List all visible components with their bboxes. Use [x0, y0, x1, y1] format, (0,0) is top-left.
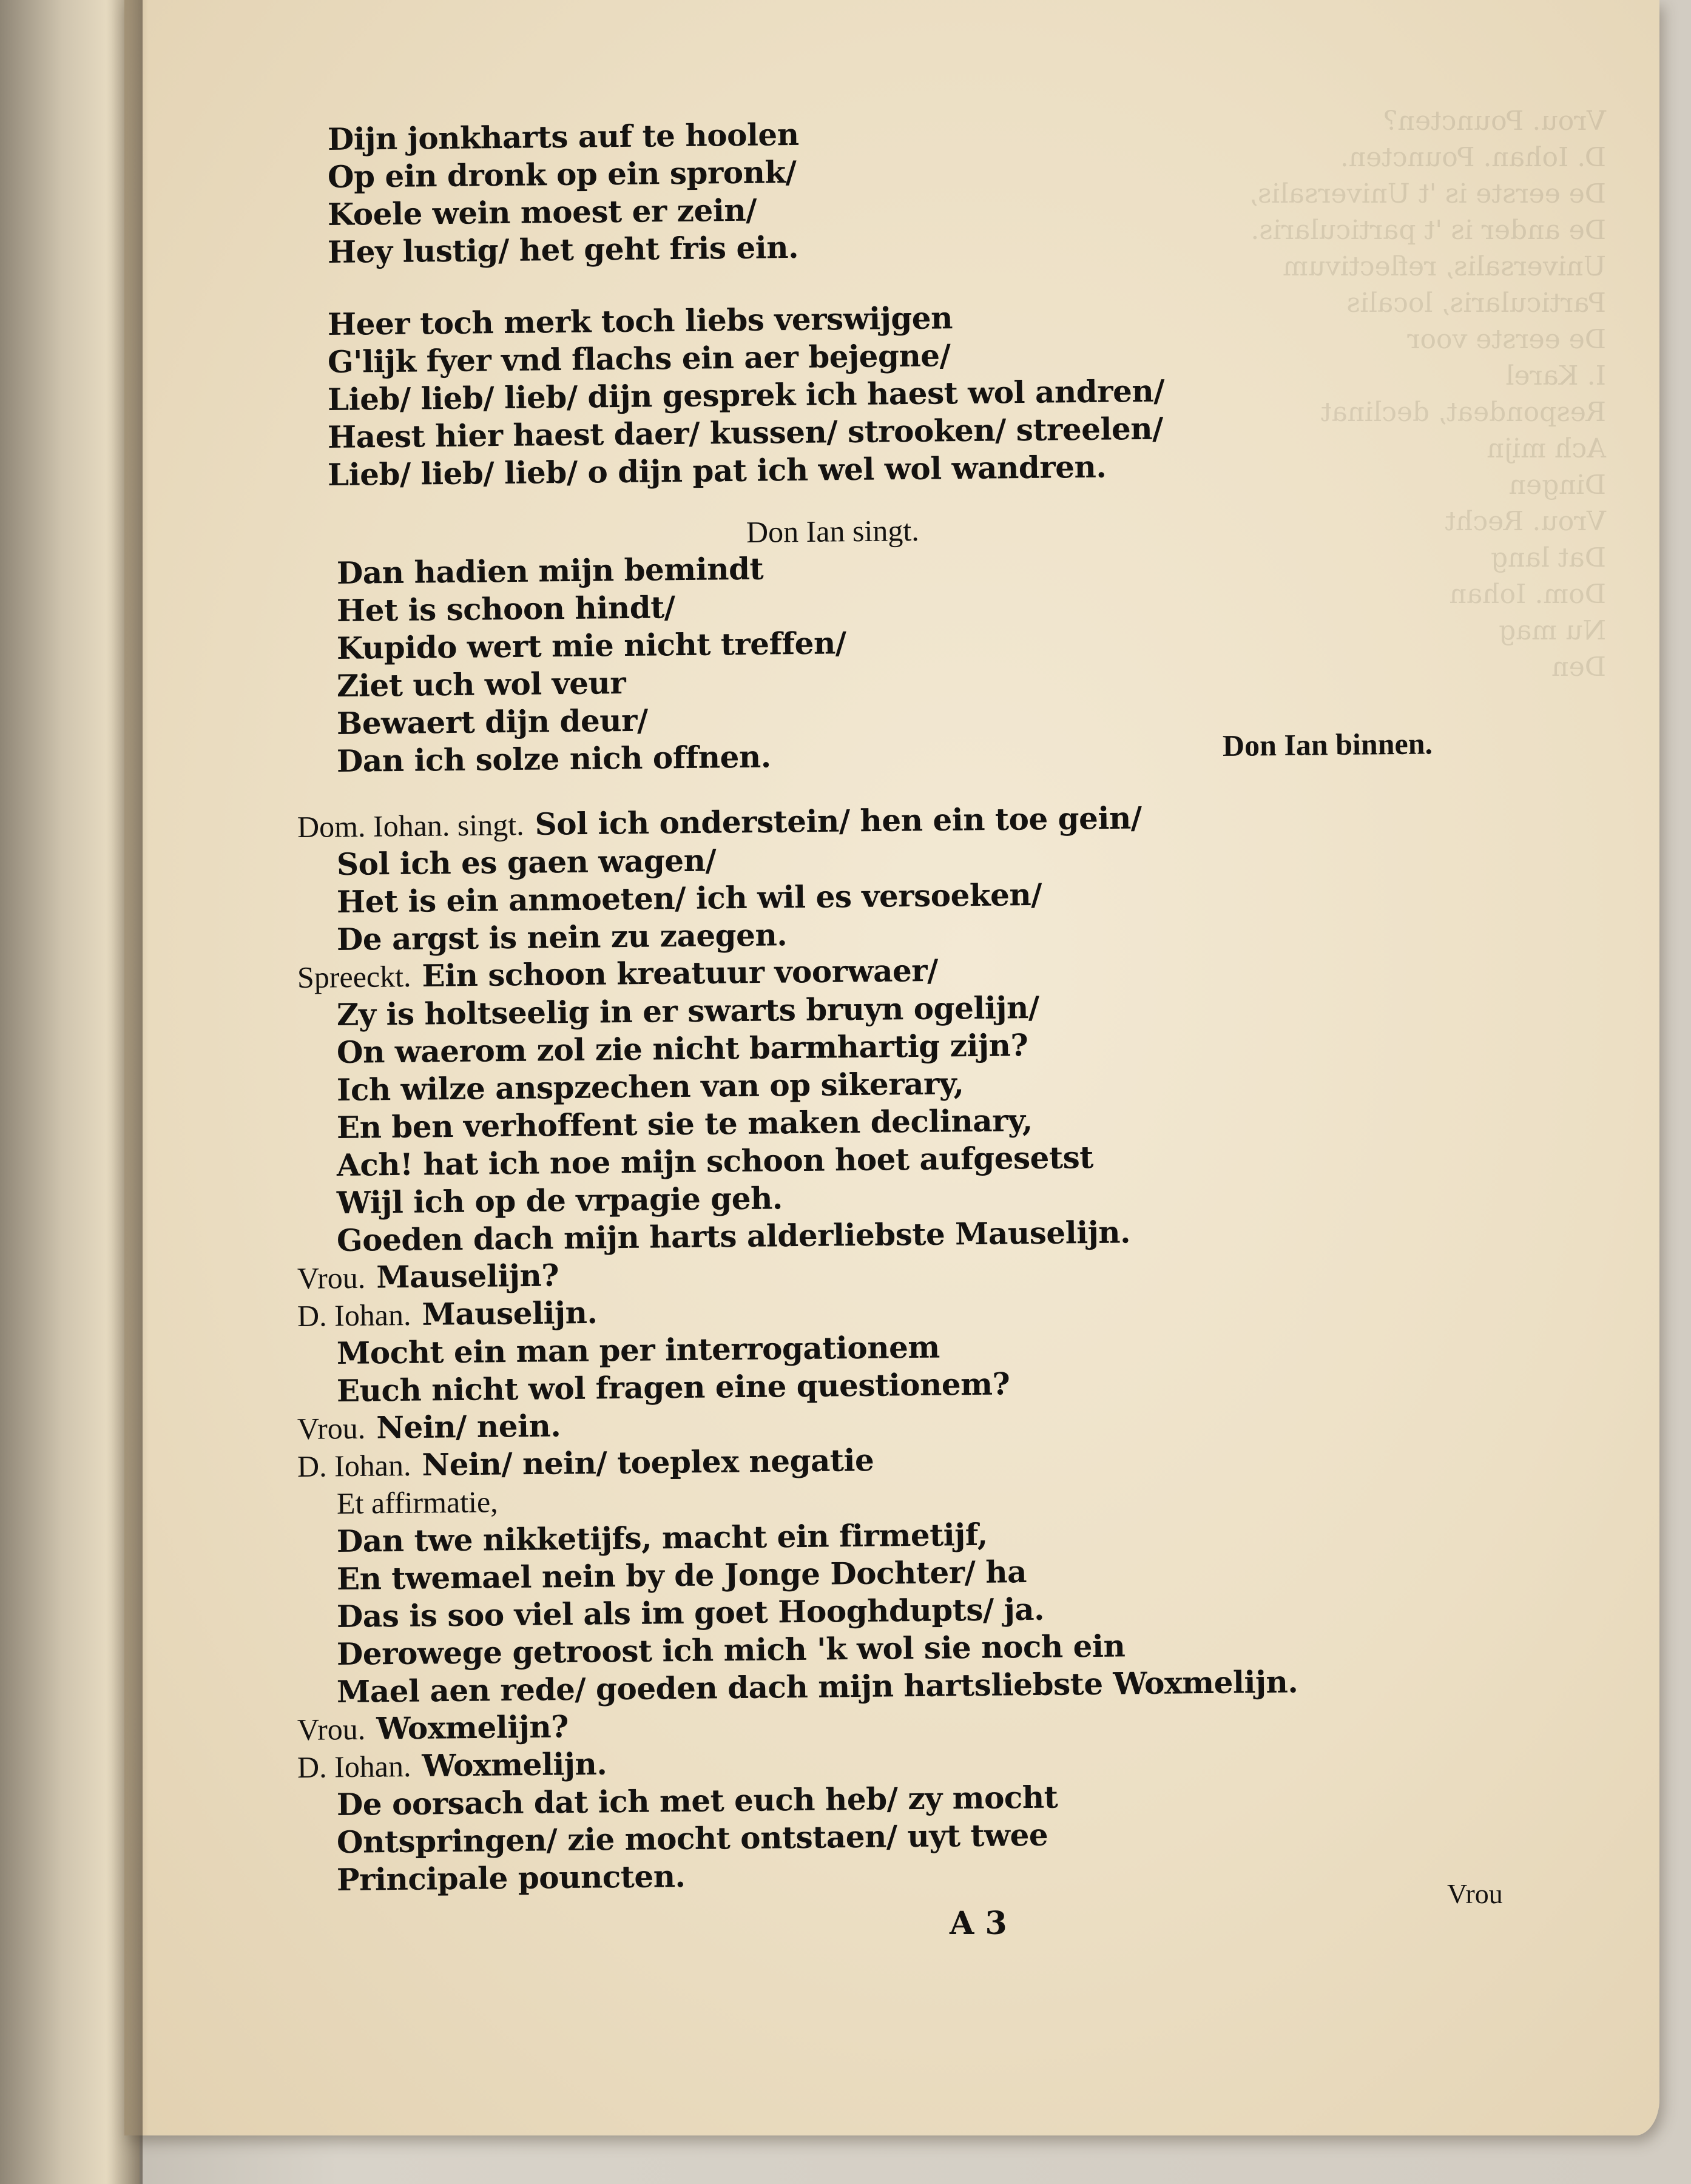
- verse-line: Hey lustig/ het geht fris ein.: [327, 229, 799, 270]
- speaker-label: Dom. Iohan. singt.: [297, 807, 524, 844]
- verse-line: Ach! hat ich noe mijn schoon hoet aufgesetst: [336, 1139, 1094, 1183]
- verse-line: Vrou. Nein/ nein.: [297, 1407, 561, 1446]
- speaker-label: Spreeckt.: [297, 959, 411, 994]
- verse-line: Spreeckt. Ein schoon kreatuur voorwaer/: [297, 952, 939, 994]
- verse-line: G'lijk fyer vnd flachs ein aer bejegne/: [327, 337, 951, 380]
- show-through-text: Vrou. Pouncten? D. Iohan. Pouncten. De eerste is 't Universalis, De ander is 't particularis. Universalis, reflectivum Particularis, localis De eerste voor I. Karel Respondeat, declinat Ach mijn Dingen Vrou. Recht Dat lang Dom. Iohan Nu mag Den: [1249, 106, 1606, 682]
- verse-line: Het is ein anmoeten/ ich wil es versoeken/: [336, 876, 1042, 920]
- verse-line: Das is soo viel als im goet Hooghdupts/ ja.: [336, 1591, 1045, 1634]
- verse-line: En twemael nein by de Jonge Dochter/ ha: [336, 1554, 1027, 1597]
- verse-line: En ben verhoffent sie te maken declinary,: [336, 1102, 1033, 1145]
- verse-line: Vrou. Woxmelijn?: [297, 1708, 569, 1747]
- verse-line: Lieb/ lieb/ lieb/ dijn gesprek ich haest wol andren/: [327, 372, 1165, 417]
- verse-line: Mocht ein man per interrogationem: [336, 1329, 940, 1371]
- stage-direction: Don Ian singt.: [746, 513, 919, 549]
- verse-line: Vrou. Mauselijn?: [297, 1257, 559, 1295]
- verse-line: Ontspringen/ zie mocht ontstaen/ uyt twee: [336, 1816, 1048, 1860]
- verse-line: Dijn jonkharts auf te hoolen: [327, 116, 799, 157]
- verse-line: De oorsach dat ich met euch heb/ zy mocht: [336, 1779, 1058, 1822]
- verse-line: Dan twe nikketijfs, macht ein firmetijf,: [336, 1516, 988, 1559]
- speaker-label: Vrou.: [297, 1711, 366, 1747]
- verse-line: Ich wilze anspzechen van op sikerary,: [336, 1065, 964, 1108]
- verse-line: Op ein dronk op ein spronk/: [327, 153, 797, 195]
- speaker-label: Vrou.: [297, 1410, 366, 1446]
- verse-line: De argst is nein zu zaegen.: [336, 917, 788, 957]
- verse-line: Mael aen rede/ goeden dach mijn hartsliebste Woxmelijn.: [336, 1663, 1298, 1710]
- speaker-label: D. Iohan.: [297, 1298, 411, 1333]
- verse-line: Dan hadien mijn bemindt: [336, 550, 764, 591]
- verse-line: Bewaert dijn deur/: [336, 702, 648, 741]
- verse-line: Lieb/ lieb/ lieb/ o dijn pat ich wel wol wandren.: [327, 448, 1107, 493]
- verse-line: D. Iohan. Nein/ nein/ toeplex negatie: [297, 1442, 874, 1483]
- verse-line: Et affirmatie,: [336, 1485, 498, 1520]
- verse-line: Principale pouncten.: [336, 1858, 686, 1898]
- catchword: Vrou: [1447, 1878, 1503, 1909]
- verse-line: Euch nicht wol fragen eine questionem?: [336, 1366, 1010, 1409]
- verse-line: On waerom zol zie nicht barmhartig zijn?: [336, 1027, 1028, 1070]
- verse-line: Kupido wert mie nicht treffen/: [336, 625, 846, 666]
- verse-line: Heer toch merk toch liebs verswijgen: [327, 300, 953, 342]
- verse-line: Haest hier haest daer/ kussen/ strooken/ streelen/: [327, 410, 1164, 455]
- verse-line: Dom. Iohan. singt. Sol ich onderstein/ hen ein toe gein/: [297, 800, 1142, 844]
- speaker-label: D. Iohan.: [297, 1749, 411, 1784]
- verse-line: Dan ich solze nich offnen.: [336, 738, 771, 779]
- verse-line: D. Iohan. Mauselijn.: [297, 1294, 598, 1333]
- speaker-label: Vrou.: [297, 1260, 366, 1295]
- verse-line: Zy is holtseelig in er swarts bruyn ogelijn/: [336, 989, 1039, 1033]
- verse-line: Derowege getroost ich mich 'k wol sie noch ein: [336, 1628, 1126, 1672]
- verse-line: Wijl ich op de vrpagie geh.: [336, 1180, 783, 1221]
- verse-line: Ziet uch wol veur: [336, 665, 626, 704]
- verse-line: Goeden dach mijn harts alderliebste Mauselijn.: [336, 1214, 1131, 1258]
- stage-direction: Don Ian binnen.: [1222, 726, 1433, 763]
- verse-line: Koele wein moest er zein/: [327, 192, 757, 232]
- verse-line: Het is schoon hindt/: [336, 589, 675, 629]
- verse-line: Sol ich es gaen wagen/: [336, 842, 717, 882]
- signature-mark: A 3: [950, 1905, 1007, 1942]
- speaker-label: D. Iohan.: [297, 1448, 411, 1483]
- verse-line: D. Iohan. Woxmelijn.: [297, 1745, 607, 1784]
